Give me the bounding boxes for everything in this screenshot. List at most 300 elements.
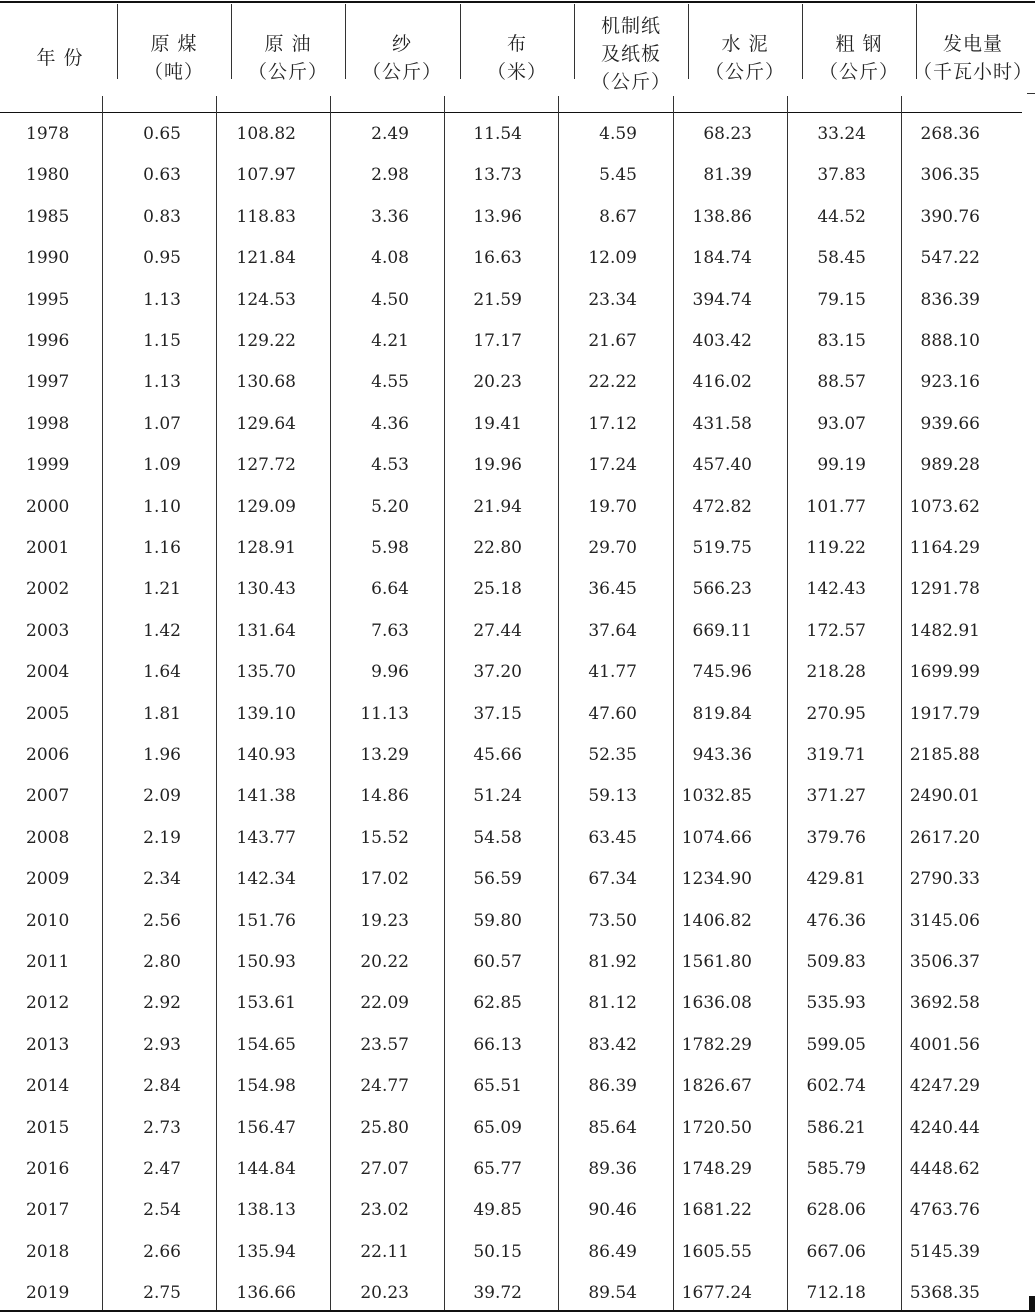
table-row	[0, 983, 1035, 1024]
value-cell: 58.45	[817, 248, 866, 269]
value-cell: 81.39	[703, 165, 752, 186]
table-row	[0, 776, 1035, 817]
value-cell: 21.94	[473, 496, 522, 517]
value-cell: 1.16	[143, 538, 181, 558]
table-row	[0, 1273, 1035, 1314]
value-cell: 431.58	[692, 413, 752, 434]
value-cell: 4.53	[371, 455, 409, 476]
value-cell: 141.38	[236, 786, 296, 807]
value-cell: 37.83	[817, 165, 866, 186]
year-cell: 1996	[26, 331, 70, 351]
value-cell: 135.70	[236, 662, 296, 683]
value-cell: 3506.37	[909, 952, 980, 972]
value-cell: 1826.67	[681, 1076, 752, 1097]
value-cell: 4001.56	[909, 1034, 980, 1055]
value-cell: 73.50	[588, 910, 637, 931]
value-cell: 3.36	[371, 206, 409, 227]
value-cell: 119.22	[806, 538, 866, 558]
column-header-line: （公斤）	[704, 61, 785, 83]
value-cell: 118.83	[236, 206, 296, 227]
value-cell: 586.21	[806, 1117, 866, 1138]
value-cell: 1.10	[143, 496, 181, 517]
value-cell: 2617.20	[909, 827, 980, 848]
value-cell: 121.84	[236, 248, 296, 269]
value-cell: 13.29	[360, 745, 409, 765]
header-column-divider	[802, 4, 803, 79]
value-cell: 3692.58	[909, 993, 980, 1014]
value-cell: 21.67	[588, 331, 637, 351]
table-row	[0, 445, 1035, 486]
year-cell: 1980	[26, 165, 70, 186]
value-cell: 1699.99	[909, 662, 980, 683]
table-row	[0, 818, 1035, 859]
value-cell: 81.92	[588, 952, 637, 972]
value-cell: 22.09	[360, 993, 409, 1014]
value-cell: 19.70	[588, 496, 637, 517]
value-cell: 59.13	[588, 786, 637, 807]
value-cell: 3145.06	[909, 910, 980, 931]
value-cell: 5145.39	[909, 1241, 980, 1262]
value-cell: 4.21	[371, 331, 409, 351]
value-cell: 0.63	[143, 165, 181, 186]
year-cell: 2006	[26, 745, 70, 765]
table-row	[0, 238, 1035, 279]
header-column-divider	[460, 4, 461, 79]
value-cell: 150.93	[236, 952, 296, 972]
value-cell: 108.82	[236, 124, 296, 144]
value-cell: 4.08	[371, 248, 409, 269]
value-cell: 130.68	[236, 372, 296, 393]
value-cell: 128.91	[236, 538, 296, 558]
year-cell: 1978	[26, 124, 70, 144]
column-header-line: （吨）	[143, 61, 204, 83]
value-cell: 306.35	[920, 165, 980, 186]
value-cell: 628.06	[806, 1200, 866, 1221]
year-cell: 2004	[26, 662, 70, 683]
column-header-line: （公斤）	[590, 71, 671, 93]
table-row	[0, 1190, 1035, 1231]
value-cell: 5.20	[371, 496, 409, 517]
column-header-line: 粗 钢	[835, 33, 883, 55]
value-cell: 21.59	[473, 289, 522, 310]
column-header-line: 水 泥	[721, 33, 769, 55]
value-cell: 2.73	[143, 1117, 181, 1138]
value-cell: 4.55	[371, 372, 409, 393]
table-row	[0, 694, 1035, 735]
value-cell: 138.86	[692, 206, 752, 227]
value-cell: 8.67	[599, 206, 637, 227]
value-cell: 1291.78	[909, 579, 980, 600]
value-cell: 379.76	[806, 827, 866, 848]
value-cell: 1561.80	[681, 952, 752, 972]
table-row	[0, 1108, 1035, 1149]
value-cell: 139.10	[236, 703, 296, 724]
value-cell: 819.84	[692, 703, 752, 724]
column-header-line: （公斤）	[818, 61, 899, 83]
value-cell: 0.95	[143, 248, 181, 269]
value-cell: 27.07	[360, 1159, 409, 1179]
value-cell: 67.34	[588, 869, 637, 890]
value-cell: 56.59	[473, 869, 522, 890]
value-cell: 2.09	[143, 786, 181, 807]
value-cell: 11.13	[360, 703, 409, 724]
header-bottom-rule	[0, 112, 1022, 113]
year-cell: 2012	[26, 993, 70, 1014]
value-cell: 129.64	[236, 413, 296, 434]
value-cell: 1.64	[143, 662, 181, 683]
value-cell: 37.15	[473, 703, 522, 724]
value-cell: 20.22	[360, 952, 409, 972]
value-cell: 1681.22	[681, 1200, 752, 1221]
value-cell: 5.98	[371, 538, 409, 558]
value-cell: 89.36	[588, 1159, 637, 1179]
column-header	[347, 4, 457, 112]
value-cell: 27.44	[473, 620, 522, 641]
value-cell: 2.75	[143, 1283, 181, 1304]
value-cell: 12.09	[588, 248, 637, 269]
value-cell: 37.64	[588, 620, 637, 641]
value-cell: 15.52	[360, 827, 409, 848]
value-cell: 23.02	[360, 1200, 409, 1221]
value-cell: 184.74	[692, 248, 752, 269]
value-cell: 2490.01	[909, 786, 980, 807]
year-cell: 2016	[26, 1159, 70, 1179]
value-cell: 667.06	[806, 1241, 866, 1262]
value-cell: 47.60	[588, 703, 637, 724]
column-header	[462, 4, 572, 112]
table-row	[0, 859, 1035, 900]
value-cell: 2.84	[143, 1076, 181, 1097]
value-cell: 390.76	[920, 206, 980, 227]
value-cell: 0.83	[143, 206, 181, 227]
value-cell: 4.59	[599, 124, 637, 144]
value-cell: 2.92	[143, 993, 181, 1014]
value-cell: 37.20	[473, 662, 522, 683]
value-cell: 86.49	[588, 1241, 637, 1262]
value-cell: 86.39	[588, 1076, 637, 1097]
value-cell: 943.36	[692, 745, 752, 765]
value-cell: 403.42	[692, 331, 752, 351]
column-header-line: 原 煤	[150, 33, 198, 55]
year-cell: 2000	[26, 496, 70, 517]
value-cell: 1782.29	[681, 1034, 752, 1055]
value-cell: 4.36	[371, 413, 409, 434]
value-cell: 33.24	[817, 124, 866, 144]
value-cell: 89.54	[588, 1283, 637, 1304]
value-cell: 20.23	[360, 1283, 409, 1304]
value-cell: 129.09	[236, 496, 296, 517]
column-header	[576, 10, 686, 98]
value-cell: 602.74	[806, 1076, 866, 1097]
value-cell: 566.23	[692, 579, 752, 600]
value-cell: 2.47	[143, 1159, 181, 1179]
value-cell: 2.80	[143, 952, 181, 972]
value-cell: 2.56	[143, 910, 181, 931]
value-cell: 669.11	[692, 620, 752, 641]
column-header	[119, 4, 229, 112]
value-cell: 13.96	[473, 206, 522, 227]
year-cell: 2011	[26, 952, 70, 972]
value-cell: 4.50	[371, 289, 409, 310]
value-cell: 51.24	[473, 786, 522, 807]
value-cell: 4448.62	[909, 1159, 980, 1179]
value-cell: 1.07	[143, 413, 181, 434]
value-cell: 135.94	[236, 1241, 296, 1262]
value-cell: 25.18	[473, 579, 522, 600]
value-cell: 62.85	[473, 993, 522, 1014]
value-cell: 394.74	[692, 289, 752, 310]
value-cell: 142.34	[236, 869, 296, 890]
value-cell: 2.34	[143, 869, 181, 890]
table-row	[0, 1232, 1035, 1273]
value-cell: 90.46	[588, 1200, 637, 1221]
value-cell: 23.34	[588, 289, 637, 310]
table-top-rule	[0, 1, 1035, 3]
value-cell: 22.22	[588, 372, 637, 393]
header-column-divider	[688, 4, 689, 79]
table-row	[0, 569, 1035, 610]
year-cell: 2013	[26, 1034, 70, 1055]
value-cell: 60.57	[473, 952, 522, 972]
value-cell: 519.75	[692, 538, 752, 558]
value-cell: 2.93	[143, 1034, 181, 1055]
value-cell: 416.02	[692, 372, 752, 393]
value-cell: 54.58	[473, 827, 522, 848]
value-cell: 1636.08	[681, 993, 752, 1014]
table-row	[0, 321, 1035, 362]
column-header	[5, 4, 115, 112]
value-cell: 19.23	[360, 910, 409, 931]
value-cell: 68.23	[703, 124, 752, 144]
column-header	[804, 4, 914, 112]
column-header-line: 机制纸	[600, 15, 661, 37]
value-cell: 131.64	[236, 620, 296, 641]
value-cell: 17.02	[360, 869, 409, 890]
value-cell: 142.43	[806, 579, 866, 600]
value-cell: 85.64	[588, 1117, 637, 1138]
table-row	[0, 114, 1035, 155]
value-cell: 1.96	[143, 745, 181, 765]
value-cell: 65.51	[473, 1076, 522, 1097]
column-header	[913, 4, 1034, 112]
year-cell: 1997	[26, 372, 70, 393]
column-header-line: （千瓦小时）	[913, 61, 1034, 83]
value-cell: 585.79	[806, 1159, 866, 1179]
year-cell: 1990	[26, 248, 70, 269]
value-cell: 19.41	[473, 413, 522, 434]
value-cell: 154.98	[236, 1076, 296, 1097]
year-cell: 2002	[26, 579, 70, 600]
column-header-line: 布	[506, 33, 527, 55]
value-cell: 129.22	[236, 331, 296, 351]
value-cell: 1.42	[143, 620, 181, 641]
value-cell: 923.16	[920, 372, 980, 393]
value-cell: 29.70	[588, 538, 637, 558]
value-cell: 101.77	[806, 496, 866, 517]
value-cell: 712.18	[806, 1283, 866, 1304]
table-row	[0, 197, 1035, 238]
value-cell: 888.10	[920, 331, 980, 351]
value-cell: 2.49	[371, 124, 409, 144]
value-cell: 1234.90	[681, 869, 752, 890]
value-cell: 99.19	[817, 455, 866, 476]
year-cell: 2001	[26, 538, 70, 558]
value-cell: 25.80	[360, 1117, 409, 1138]
value-cell: 476.36	[806, 910, 866, 931]
value-cell: 218.28	[806, 662, 866, 683]
value-cell: 1074.66	[681, 827, 752, 848]
value-cell: 989.28	[920, 455, 980, 476]
year-cell: 2017	[26, 1200, 70, 1221]
table-row	[0, 155, 1035, 196]
table-row	[0, 1149, 1035, 1190]
value-cell: 83.15	[817, 331, 866, 351]
value-cell: 17.24	[588, 455, 637, 476]
value-cell: 5.45	[599, 165, 637, 186]
year-cell: 2010	[26, 910, 70, 931]
value-cell: 1.13	[143, 372, 181, 393]
value-cell: 472.82	[692, 496, 752, 517]
value-cell: 4247.29	[909, 1076, 980, 1097]
value-cell: 140.93	[236, 745, 296, 765]
value-cell: 319.71	[806, 745, 866, 765]
value-cell: 81.12	[588, 993, 637, 1014]
value-cell: 1.15	[143, 331, 181, 351]
value-cell: 36.45	[588, 579, 637, 600]
header-column-divider	[231, 4, 232, 79]
value-cell: 6.64	[371, 579, 409, 600]
column-header	[690, 4, 800, 112]
value-cell: 93.07	[817, 413, 866, 434]
value-cell: 151.76	[236, 910, 296, 931]
value-cell: 2185.88	[909, 745, 980, 765]
value-cell: 1406.82	[681, 910, 752, 931]
column-header-line: 原 油	[264, 33, 312, 55]
table-row	[0, 280, 1035, 321]
value-cell: 172.57	[806, 620, 866, 641]
value-cell: 154.65	[236, 1034, 296, 1055]
value-cell: 39.72	[473, 1283, 522, 1304]
value-cell: 7.63	[371, 620, 409, 641]
value-cell: 19.96	[473, 455, 522, 476]
value-cell: 5368.35	[909, 1283, 980, 1304]
value-cell: 4240.44	[909, 1117, 980, 1138]
value-cell: 1.13	[143, 289, 181, 310]
value-cell: 1917.79	[909, 703, 980, 724]
table-row	[0, 652, 1035, 693]
year-cell: 2003	[26, 620, 70, 641]
value-cell: 138.13	[236, 1200, 296, 1221]
value-cell: 88.57	[817, 372, 866, 393]
year-cell: 1999	[26, 455, 70, 476]
year-cell: 2015	[26, 1117, 70, 1138]
year-cell: 2014	[26, 1076, 70, 1097]
header-corner-mark	[1027, 93, 1035, 94]
value-cell: 127.72	[236, 455, 296, 476]
value-cell: 44.52	[817, 206, 866, 227]
year-cell: 1985	[26, 206, 70, 227]
table-row	[0, 735, 1035, 776]
year-cell: 2007	[26, 786, 70, 807]
value-cell: 1720.50	[681, 1117, 752, 1138]
value-cell: 1.21	[143, 579, 181, 600]
value-cell: 22.11	[360, 1241, 409, 1262]
value-cell: 17.12	[588, 413, 637, 434]
value-cell: 11.54	[473, 124, 522, 144]
value-cell: 509.83	[806, 952, 866, 972]
value-cell: 745.96	[692, 662, 752, 683]
table-row	[0, 1066, 1035, 1107]
value-cell: 2.19	[143, 827, 181, 848]
year-cell: 2018	[26, 1241, 70, 1262]
year-cell: 1998	[26, 413, 70, 434]
table-row	[0, 362, 1035, 403]
value-cell: 268.36	[920, 124, 980, 144]
value-cell: 939.66	[920, 413, 980, 434]
column-header-line: 年 份	[36, 47, 84, 69]
value-cell: 1482.91	[909, 620, 980, 641]
value-cell: 17.17	[473, 331, 522, 351]
column-header	[233, 4, 343, 112]
value-cell: 107.97	[236, 165, 296, 186]
column-header-line: （公斤）	[361, 61, 442, 83]
value-cell: 153.61	[236, 993, 296, 1014]
value-cell: 83.42	[588, 1034, 637, 1055]
year-cell: 2009	[26, 869, 70, 890]
year-cell: 2019	[26, 1283, 70, 1304]
value-cell: 1748.29	[681, 1159, 752, 1179]
table-row	[0, 942, 1035, 983]
table-row	[0, 901, 1035, 942]
value-cell: 13.73	[473, 165, 522, 186]
value-cell: 22.80	[473, 538, 522, 558]
value-cell: 0.65	[143, 124, 181, 144]
column-header-line: （公斤）	[247, 61, 328, 83]
value-cell: 63.45	[588, 827, 637, 848]
column-header-line: 发电量	[942, 33, 1003, 55]
value-cell: 270.95	[806, 703, 866, 724]
value-cell: 1.09	[143, 455, 181, 476]
value-cell: 144.84	[236, 1159, 296, 1179]
value-cell: 2.54	[143, 1200, 181, 1221]
value-cell: 836.39	[920, 289, 980, 310]
value-cell: 65.09	[473, 1117, 522, 1138]
year-cell: 2005	[26, 703, 70, 724]
value-cell: 535.93	[806, 993, 866, 1014]
value-cell: 599.05	[806, 1034, 866, 1055]
value-cell: 1.81	[143, 703, 181, 724]
header-column-divider	[117, 4, 118, 79]
year-cell: 1995	[26, 289, 70, 310]
value-cell: 24.77	[360, 1076, 409, 1097]
value-cell: 2.66	[143, 1241, 181, 1262]
value-cell: 1032.85	[681, 786, 752, 807]
value-cell: 547.22	[920, 248, 980, 269]
year-cell: 2008	[26, 827, 70, 848]
value-cell: 45.66	[473, 745, 522, 765]
table-row	[0, 611, 1035, 652]
value-cell: 1605.55	[681, 1241, 752, 1262]
value-cell: 124.53	[236, 289, 296, 310]
value-cell: 66.13	[473, 1034, 522, 1055]
value-cell: 23.57	[360, 1034, 409, 1055]
value-cell: 14.86	[360, 786, 409, 807]
value-cell: 20.23	[473, 372, 522, 393]
value-cell: 65.77	[473, 1159, 522, 1179]
value-cell: 41.77	[588, 662, 637, 683]
table-row	[0, 1025, 1035, 1066]
value-cell: 156.47	[236, 1117, 296, 1138]
